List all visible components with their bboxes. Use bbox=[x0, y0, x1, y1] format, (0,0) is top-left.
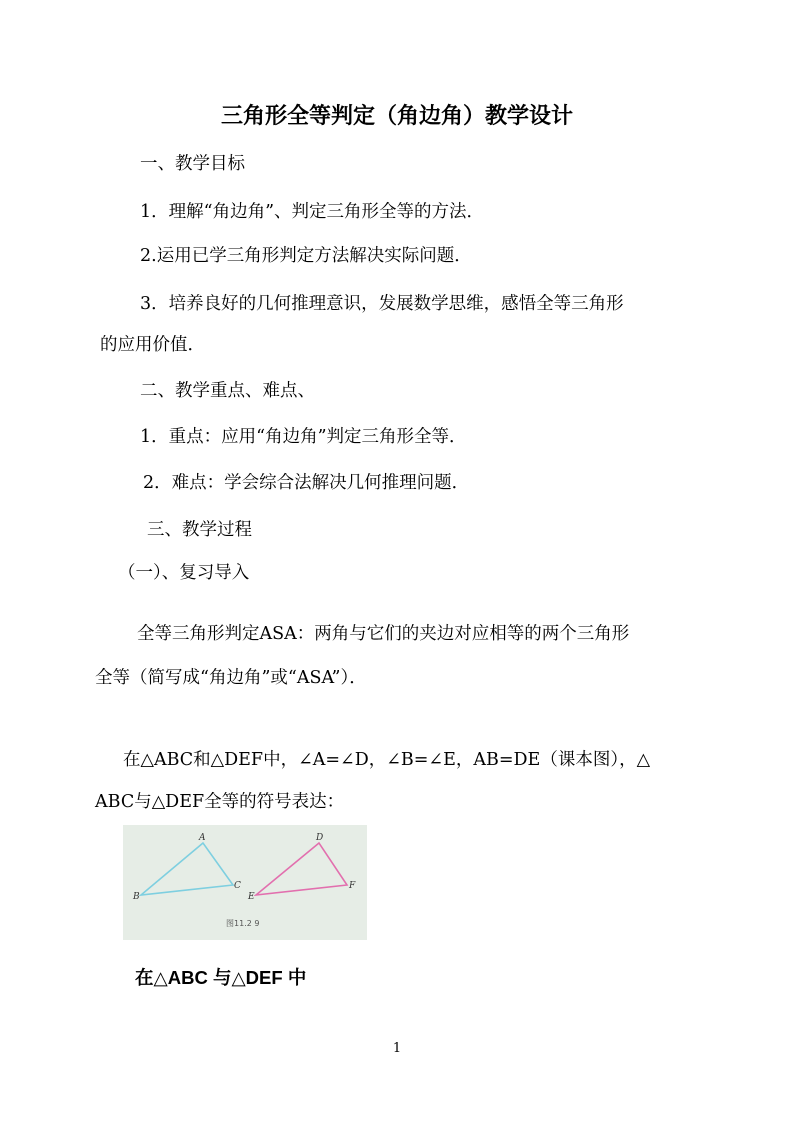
asa-definition-line-1: 全等三角形判定ASA：两角与它们的夹边对应相等的两个三角形 bbox=[137, 624, 630, 644]
vertex-label-c: C bbox=[234, 881, 241, 891]
subsection-review: （一）、复习导入 bbox=[118, 563, 250, 583]
vertex-label-b: B bbox=[133, 892, 140, 902]
triangle-def bbox=[256, 843, 347, 895]
key-point-item-2: 2．难点：学会综合法解决几何推理问题． bbox=[143, 473, 470, 493]
objective-item-2: 2.运用已学三角形判定方法解决实际问题． bbox=[140, 246, 472, 266]
textbook-figure bbox=[123, 825, 367, 940]
section-heading-objectives: 一、教学目标 bbox=[140, 154, 245, 174]
vertex-label-e: E bbox=[248, 892, 255, 902]
figure-caption: 图11.2 9 bbox=[226, 919, 260, 928]
proof-opening-line: 在△ABC 与△DEF 中 bbox=[135, 967, 307, 988]
problem-statement-line-2: ABC与△DEF全等的符号表达： bbox=[95, 792, 345, 812]
vertex-label-f: F bbox=[349, 881, 356, 891]
section-heading-process: 三、教学过程 bbox=[147, 520, 252, 540]
page-number: 1 bbox=[392, 1041, 402, 1056]
congruent-triangles-figure bbox=[123, 825, 367, 940]
objective-item-3-line-1: 3．培养良好的几何推理意识，发展数学思维，感悟全等三角形 bbox=[140, 294, 624, 314]
vertex-label-a: A bbox=[199, 833, 206, 843]
asa-definition-line-2: 全等（简写成“角边角”或“ASA”）． bbox=[95, 668, 367, 688]
objective-item-1: 1．理解“角边角”、判定三角形全等的方法． bbox=[140, 202, 485, 222]
objective-item-3-line-2: 的应用价值． bbox=[100, 335, 205, 355]
key-point-item-1: 1．重点：应用“角边角”判定三角形全等． bbox=[140, 427, 467, 447]
problem-statement-line-1: 在△ABC和△DEF中，∠A=∠D，∠B=∠E，AB=DE（课本图），△ bbox=[123, 750, 651, 770]
vertex-label-d: D bbox=[316, 833, 324, 843]
triangle-abc bbox=[141, 843, 233, 895]
page-title: 三角形全等判定（角边角）教学设计 bbox=[220, 103, 573, 129]
section-heading-key-points: 二、教学重点、难点、 bbox=[140, 381, 315, 401]
